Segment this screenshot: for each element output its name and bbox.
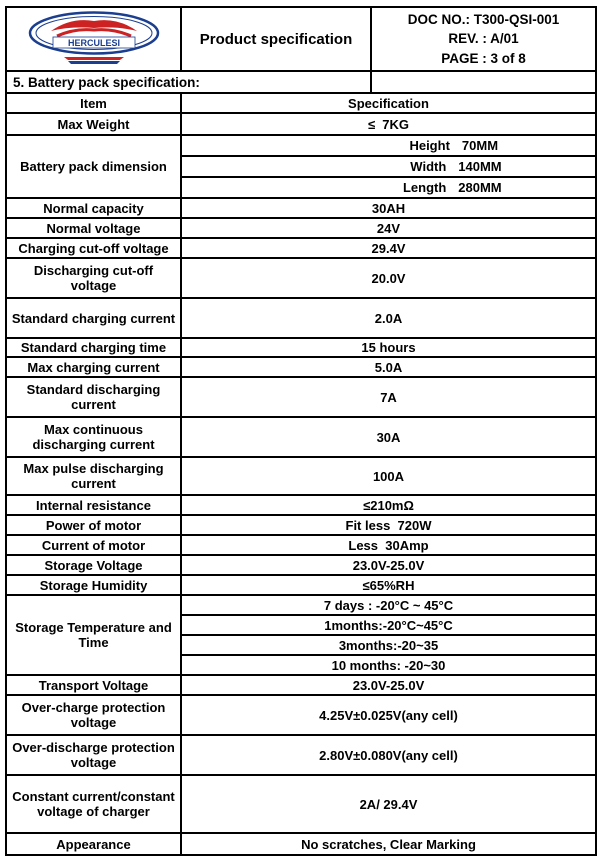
spec-overcharge-protection-voltage: 4.25V±0.025V(any cell): [181, 695, 596, 735]
item-charging-cutoff-voltage: Charging cut-off voltage: [6, 238, 181, 258]
doc-revision: REV. : A/01: [448, 31, 519, 47]
spec-overdischarge-protection-voltage: 2.80V±0.080V(any cell): [181, 735, 596, 775]
table-row: [6, 695, 596, 735]
section-empty-cell: [371, 71, 596, 93]
table-row: [6, 535, 596, 555]
item-appearance: Appearance: [6, 833, 181, 855]
table-row: [6, 595, 596, 615]
table-row: [6, 555, 596, 575]
item-storage-humidity: Storage Humidity: [6, 575, 181, 595]
section-title: 5. Battery pack specification:: [6, 71, 371, 93]
document-title: Product specification: [181, 7, 371, 71]
table-row: [6, 338, 596, 357]
col-header-specification: Specification: [181, 93, 596, 113]
table-row: [6, 515, 596, 535]
item-normal-voltage: Normal voltage: [6, 218, 181, 238]
table-row: [6, 218, 596, 238]
table-row: [6, 298, 596, 338]
spec-standard-charging-time: 15 hours: [181, 338, 596, 357]
spec-max-weight: ≤ 7KG: [181, 113, 596, 135]
spec-appearance: No scratches, Clear Marking: [181, 833, 596, 855]
spec-normal-capacity: 30AH: [181, 198, 596, 218]
spec-storage-temp-10months: 10 months: -20~30: [181, 655, 596, 675]
item-max-charging-current: Max charging current: [6, 357, 181, 377]
table-row: [6, 135, 596, 156]
spec-storage-temp-7days: 7 days : -20°C ~ 45°C: [181, 595, 596, 615]
spec-max-charging-current: 5.0A: [181, 357, 596, 377]
item-internal-resistance: Internal resistance: [6, 495, 181, 515]
item-storage-temperature-and-time: Storage Temperature and Time: [6, 595, 181, 675]
table-row: [6, 238, 596, 258]
table-row: [6, 833, 596, 855]
item-storage-voltage: Storage Voltage: [6, 555, 181, 575]
dimension-value: 140MM: [458, 159, 502, 174]
table-row: [6, 775, 596, 833]
doc-page: PAGE : 3 of 8: [441, 50, 526, 66]
item-standard-discharging-current: Standard discharging current: [6, 377, 181, 417]
spec-constant-current-constant-voltage: 2A/ 29.4V: [181, 775, 596, 833]
logo-brand-text: HERCULESI: [67, 38, 120, 48]
spec-storage-voltage: 23.0V-25.0V: [181, 555, 596, 575]
table-row: [6, 417, 596, 457]
spec-current-of-motor: Less 30Amp: [181, 535, 596, 555]
dimension-value: 280MM: [458, 180, 502, 195]
table-row: [6, 575, 596, 595]
table-row: [6, 735, 596, 775]
spec-normal-voltage: 24V: [181, 218, 596, 238]
section-row: [5, 70, 597, 94]
spec-charging-cutoff-voltage: 29.4V: [181, 238, 596, 258]
table-row: [6, 377, 596, 417]
table-row: [6, 495, 596, 515]
item-max-weight: Max Weight: [6, 113, 181, 135]
spec-storage-temp-1month: 1months:-20°C~45°C: [181, 615, 596, 635]
table-row: [6, 357, 596, 377]
doc-info-cell: [371, 7, 596, 71]
spec-max-pulse-discharging-current: 100A: [181, 457, 596, 495]
spec-table: [5, 92, 597, 856]
spec-discharging-cutoff-voltage: 20.0V: [181, 258, 596, 298]
table-row: [6, 258, 596, 298]
table-header-row: [6, 93, 596, 113]
item-standard-charging-time: Standard charging time: [6, 338, 181, 357]
spec-storage-temp-3months: 3months:-20~35: [181, 635, 596, 655]
spec-max-continuous-discharging-current: 30A: [181, 417, 596, 457]
item-overdischarge-protection-voltage: Over-discharge protection voltage: [6, 735, 181, 775]
spec-dimension-length: [181, 177, 596, 198]
table-row: [6, 198, 596, 218]
dimension-label: Length: [402, 180, 447, 195]
item-discharging-cutoff-voltage: Discharging cut-off voltage: [6, 258, 181, 298]
hercules-logo: [10, 10, 177, 68]
hercules-logo-icon: [23, 10, 165, 68]
spec-dimension-width: [181, 156, 596, 177]
item-current-of-motor: Current of motor: [6, 535, 181, 555]
item-transport-voltage: Transport Voltage: [6, 675, 181, 695]
spec-standard-discharging-current: 7A: [181, 377, 596, 417]
spec-internal-resistance: ≤210mΩ: [181, 495, 596, 515]
spec-standard-charging-current: 2.0A: [181, 298, 596, 338]
logo-cell: [6, 7, 181, 71]
spec-power-of-motor: Fit less 720W: [181, 515, 596, 535]
item-constant-current-constant-voltage: Constant current/constant voltage of charger: [6, 775, 181, 833]
item-standard-charging-current: Standard charging current: [6, 298, 181, 338]
dimension-value: 70MM: [461, 138, 499, 153]
table-row: [6, 457, 596, 495]
item-battery-pack-dimension: Battery pack dimension: [6, 135, 181, 198]
item-normal-capacity: Normal capacity: [6, 198, 181, 218]
dimension-label: Height: [409, 138, 450, 153]
item-power-of-motor: Power of motor: [6, 515, 181, 535]
item-overcharge-protection-voltage: Over-charge protection voltage: [6, 695, 181, 735]
doc-number: DOC NO.: T300-QSI-001: [407, 11, 560, 27]
spec-dimension-height: [181, 135, 596, 156]
table-row: [6, 675, 596, 695]
spec-storage-humidity: ≤65%RH: [181, 575, 596, 595]
table-row: [6, 113, 596, 135]
col-header-item: Item: [6, 93, 181, 113]
header-band: [5, 6, 597, 72]
item-max-continuous-discharging-current: Max continuous discharging current: [6, 417, 181, 457]
spec-transport-voltage: 23.0V-25.0V: [181, 675, 596, 695]
dimension-label: Width: [410, 159, 447, 174]
item-max-pulse-discharging-current: Max pulse discharging current: [6, 457, 181, 495]
